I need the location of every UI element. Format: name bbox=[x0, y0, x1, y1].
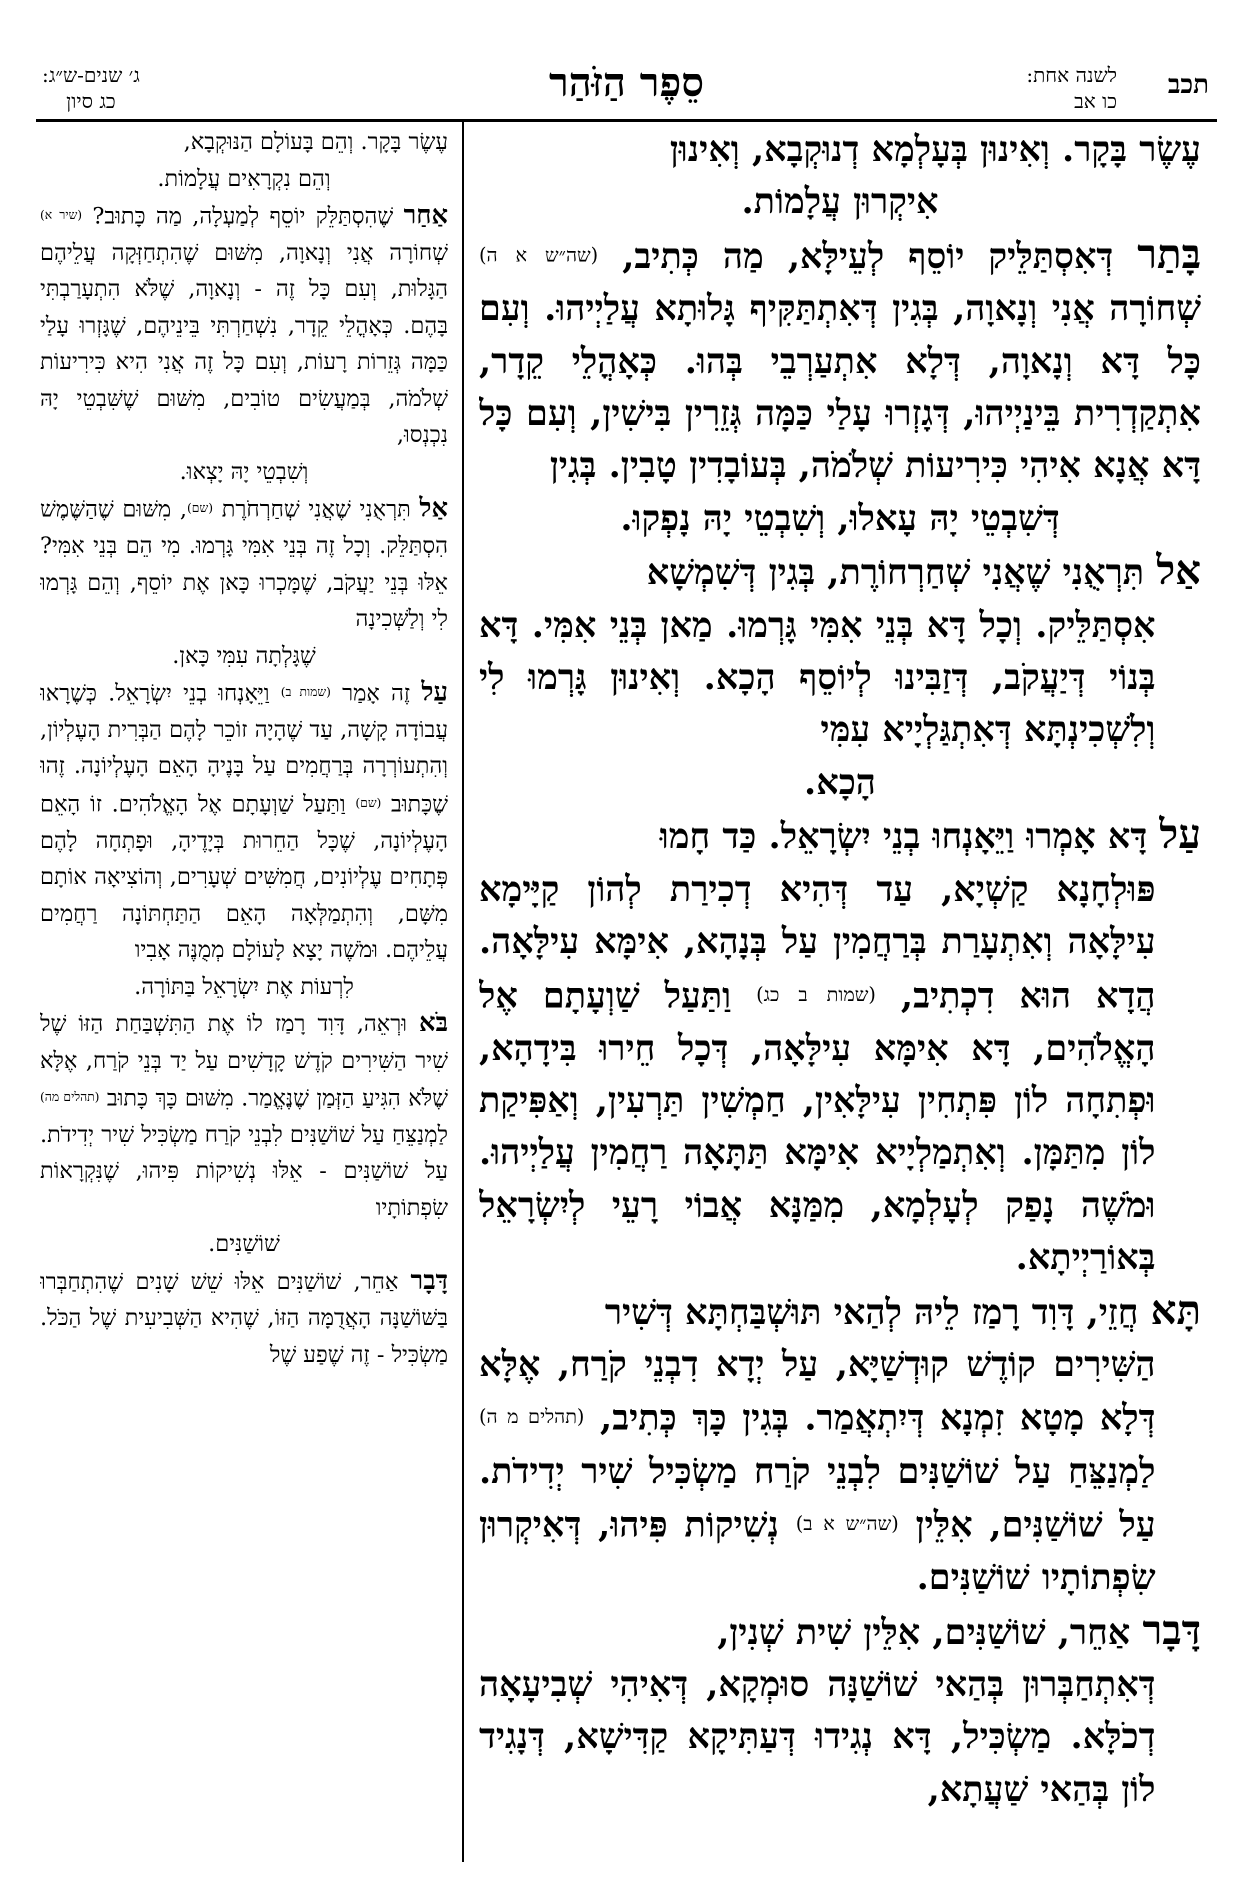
main-paragraph-6-body: דְּאִתְחַבְּרוּן בְּהַאי שׁוֹשַׁנָּה סוּמְקָא, דְּאִיהִי שְׁבִיעָאָה דְכֹלָּא. מַשְׂכִּיל, דָּא נְגִידוּ דְּעַתִּיקָא קַדִּישָׁא, דְּנָגִיד לוֹן בְּהַאי שַׁעֲתָא, bbox=[479, 1663, 1156, 1810]
paragraph-opener: דָּבָר bbox=[410, 1265, 448, 1296]
side-paragraph-2-end: וְשִׁבְטֵי יָהּ יָצְאוּ. bbox=[179, 458, 309, 485]
verse-reference: (שה״ש א ב) bbox=[795, 1512, 899, 1536]
side-paragraph-5: בֹּא וּרְאֵה, דָּוִד רָמַז לוֹ אֶת הַתִּשְׁבַּחַת הַזּוֹ שֶׁל שִׁיר הַשִּׁירִים קֹדֶשׁ קָדָשִׁים עַל יַד בְּנֵי קֹרַח, אֶלָּא שֶׁלֹּא הִגִּיעַ הַזְּמַן שֶׁנֶּאֱמַר. מִשּׁוּם כָּךְ כָּתוּב (תהלים מה) לַמְנַצֵּחַ עַל שׁוֹשַׁנִּים לִבְנֵי קֹרַח מַשְׂכִּיל שִׁיר יְדִידֹת. עַל שׁוֹשַׁנִּים - אֵלּוּ נְשִׁיקוֹת פִּיהוּ, שֶׁנִּקְרָאוֹת שִׂפְתוֹתָיו bbox=[40, 1008, 448, 1221]
verse-reference: (תהלים מה) bbox=[40, 1090, 100, 1105]
verse-reference: (שמות ב כג) bbox=[756, 982, 876, 1006]
main-paragraph-4: עַל דָּא אָמְרוּ וַיֵּאָנְחוּ בְנֵי יִשְׂרָאֵל. כַּד חָמוּ bbox=[659, 811, 1201, 859]
aramaic-column bbox=[479, 124, 1201, 1864]
paragraph-opener: בֹּא bbox=[419, 1008, 448, 1039]
verse-reference: (שם) bbox=[187, 501, 214, 516]
verse-reference: (תהלים מ ה) bbox=[479, 1405, 585, 1429]
side-paragraph-2: אַחַר שֶׁהִסְתַּלֵּק יוֹסֵף לְמַעְלָה, מַה כָּתוּב? (שיר א) שְׁחוֹרָה אֲנִי וְנָאוָה, מִשּׁוּם שֶׁהִתְחַזְּקָה עֲלֵיהֶם הַגָּלוּת, וְעִם כָּל זֶה - וְנָאוָה, שֶׁלֹּא הִתְעָרַבְתִּי בָּהֶם. כְּאָהֳלֵי קֵדָר, נִשְׁחַרְתִּי בֵּינֵיהֶם, שֶׁגָּזְרוּ עָלַי כַּמָּה גְּזֵרוֹת רָעוֹת, וְעִם כָּל זֶה אֲנִי הִיא כִּירִיעוֹת שְׁלֹמֹה, בְּמַעֲשִׂים טוֹבִים, מִשּׁוּם שֶׁשִּׁבְטֵי יָהּ נִכְנְסוּ, bbox=[40, 200, 448, 449]
side-paragraph-1-end: וְהֵם נִקְרָאִים עֲלָמוֹת. bbox=[157, 165, 331, 192]
main-paragraph-3: אַל תִּרְאֻנִי שֶׁאֲנִי שְׁחַרְחוֹרֶת, בְּגִין דְּשִׁמְשָׁא bbox=[646, 547, 1201, 595]
side-paragraph-6: דָּבָר אַחֵר, שׁוֹשַׁנִּים אֵלּוּ שֵׁשׁ שָׁנִים שֶׁהִתְחַבְּרוּ בַּשּׁוֹשַׁנָּה הָאֲדֻמָּה הַזּוֹ, שֶׁהִיא הַשְּׁבִיעִית שֶׁל הַכֹּל. מַשְׂכִּיל - זֶה שֶׁפַע שֶׁל bbox=[40, 1265, 448, 1368]
side-paragraph-3: אַל תִּרְאֻנִי שֶׁאֲנִי שְׁחַרְחֹרֶת (שם), מִשּׁוּם שֶׁהַשֶּׁמֶשׁ הִסְתַּלֵּק. וְכָל זֶה בְּנֵי אִמִּי גָּרְמוּ. מִי הֵם בְּנֵי אִמִּי? אֵלּוּ בְּנֵי יַעֲקֹב, שֶׁמָּכְרוּ כָּאן אֶת יוֹסֵף, וְהֵם גָּרְמוּ לִי וְלַשְּׁכִינָה bbox=[40, 493, 448, 633]
main-paragraph-2: בָּתַר דְּאִסְתַּלֵּיק יוֹסֵף לְעֵילָּא, מַה כְּתִיב, (שה״ש א ה) שְׁחוֹרָה אֲנִי וְנָאוָה, בְּגִין דְּאִתְתַּקִּיף גָּלוּתָא עֲלַיְיהוּ. וְעִם כָּל דָּא וְנָאוָה, דְּלָא אִתְעַרְבֵי בְּהוּ. כְּאָהֳלֵי קֵדָר, אִתְקַדְרִית בֵּינַיְיהוּ, דְּגָזְרוּ עָלַי כַּמָּה גְּזֵרִין בִּישִׁין, וְעִם כָּל דָּא אֲנָא אִיהִי כִּירִיעוֹת שְׁלֹמֹה, בְּעוֹבָדִין טָבִין. בְּגִין bbox=[479, 230, 1201, 487]
paragraph-opener: אַל bbox=[1156, 547, 1201, 595]
verse-reference: (שיר א) bbox=[40, 208, 83, 222]
main-paragraph-1-end: אִיקְרוּן עֲלָמוֹת. bbox=[741, 181, 939, 223]
header-right-line1: לשנה אחת: bbox=[1026, 63, 1117, 87]
main-paragraph-2-end: דְּשִׁבְטֵי יָהּ עָאלוּ, וְשִׁבְטֵי יָהּ נָפְקוּ. bbox=[620, 497, 1060, 539]
paragraph-opener: אַל bbox=[419, 493, 448, 524]
header-left-label bbox=[42, 62, 140, 114]
main-paragraph-6: דָּבָר אַחֵר, שׁוֹשַׁנִּים, אִלֵּין שִׁית שְׁנִין, bbox=[717, 1606, 1201, 1654]
column-divider bbox=[462, 122, 464, 1862]
page-number: תכב bbox=[1167, 70, 1209, 100]
main-paragraph-3-body: אִסְתַּלֵּיק. וְכָל דָּא בְּנֵי אִמִּי גָּרְמוּ. מַאן בְּנֵי אִמִּי. דָּא בְּנוֹי דְּיַעֲקֹב, דְּזַבִּינוּ לְיוֹסֵף הָכָא. וְאִינוּן גָּרְמוּ לִי וְלִשְׁכִינְתָּא דְּאִתְגַּלְיָיא עִמִּי bbox=[479, 604, 1156, 751]
paragraph-opener: עַל bbox=[1159, 811, 1201, 859]
verse-reference: (שם) bbox=[355, 795, 382, 810]
paragraph-opener: דָּבָר bbox=[1142, 1606, 1201, 1654]
side-paragraph-5-end: שׁוֹשַׁנִּים. bbox=[208, 1231, 280, 1258]
side-paragraph-4-end: לִרְעוֹת אֶת יִשְׂרָאֵל בַּתּוֹרָה. bbox=[134, 973, 354, 1000]
book-title: סֵפֶר הַזֹּהַר bbox=[549, 59, 704, 106]
page-header bbox=[36, 58, 1217, 122]
paragraph-opener: עַל bbox=[421, 677, 448, 708]
header-left-line1: ג׳ שנים-ש״ג: bbox=[42, 63, 140, 87]
paragraph-opener: בָּתַר bbox=[1137, 230, 1201, 278]
main-paragraph-5-body: הַשִּׁירִים קוֹדֶשׁ קוּדְשַׁיָּא, עַל יְדָא דִבְנֵי קֹרַח, אֶלָּא דְּלָא מָטָא זִמְנָא דְּיִתְאֲמַר. בְּגִין כָּךְ כְּתִיב, (תהלים מ ה) לַמְנַצֵּחַ עַל שׁוֹשַׁנִּים לִבְנֵי קֹרַח מַשְׂכִּיל שִׁיר יְדִידֹת. עַל שׁוֹשַׁנִּים, אִלֵּין (שה״ש א ב) נְשִׁיקוֹת פִּיהוּ, דְּאִיקְרוּן שִׂפְתוֹתָיו שׁוֹשַׁנִּים. bbox=[479, 1344, 1156, 1599]
header-right-line2: כו אב bbox=[1074, 89, 1117, 113]
side-paragraph-1: עֶשֶׂר בָּקָר. וְהֵם בָּעוֹלָם הַנּוּקְבָא, bbox=[183, 129, 448, 155]
verse-reference: (שה״ש א ה) bbox=[479, 243, 599, 267]
paragraph-opener: אַחַר bbox=[403, 200, 448, 231]
side-paragraph-3-end: שֶׁגָּלְתָה עִמִּי כָּאן. bbox=[172, 642, 316, 669]
main-paragraph-4-body: פּוּלְחָנָא קַשְׁיָא, עַד דְּהִיא דְכִירַת לְהוֹן קַיָּימָא עִילָּאָה וְאִתְעָרַת בְּרַחֲמִין עַל בְּנָהָא, אִימָּא עִילָּאָה. הֲדָא הוּא דִכְתִיב, (שמות ב כג) וַתַּעַל שַׁוְעָתָם אֶל הָאֱלֹהִים, דָּא אִימָּא עִילָּאָה, דְּכָל חֵירוּ בִּידָהָא, וּפְתִחָה לוֹן פִּתְחִין עִילָּאִין, חַמְשִׁין תַּרְעִין, וְאַפִּיקַת לוֹן מִתַּמָּן. וְאִתְמַלְיָיא אִימָּא תַּתָּאָה רַחֲמִין עֲלַיְיהוּ. וּמֹשֶׁה נָפַק לְעָלְמָא, מִמַּנָּא אֲבוֹי רָעֵי לְיִשְׂרָאֵל בְּאוֹרַיְיתָא. bbox=[479, 868, 1156, 1279]
main-paragraph-3-end: הָכָא. bbox=[804, 761, 876, 803]
paragraph-opener: תָּא bbox=[1150, 1286, 1201, 1334]
main-paragraph-5: תָּא חֲזֵי, דָּוִד רָמַז לֵיהּ לְהַאי תּוּשְׁבַּחְתָּא דְּשִׁיר bbox=[604, 1286, 1201, 1334]
side-paragraph-4: עַל זֶה אָמַר (שמות ב) וַיֵּאָנְחוּ בְנֵי יִשְׂרָאֵל. כְּשֶׁרָאוּ עֲבוֹדָה קָשָׁה, עַד שֶׁהָיָה זוֹכֵר לָהֶם הַבְּרִית הָעֶלְיוֹן, וְהִתְעוֹרְרָה בְּרַחֲמִים עַל בָּנֶיהָ הָאֵם הָעֶלְיוֹנָה. זֶהוּ שֶׁכָּתוּב (שם) וַתַּעַל שַׁוְעָתָם אֶל הָאֱלֹהִים. זוֹ הָאֵם הָעֶלְיוֹנָה, שֶׁכָּל הַחֵרוּת בְּיָדֶיהָ, וּפָתְחָה לָהֶם פְּתָחִים עֶלְיוֹנִים, חֲמִשִּׁים שְׁעָרִים, וְהוֹצִיאָה אוֹתָם מִשָּׁם, וְהִתְמַלְּאָה הָאֵם הַתַּחְתּוֹנָה רַחֲמִים עֲלֵיהֶם. וּמֹשֶׁה יָצָא לָעוֹלָם מְמֻנֶּה אָבִיו bbox=[40, 677, 448, 964]
hebrew-translation-column bbox=[40, 124, 448, 1864]
header-rule bbox=[36, 119, 1217, 122]
header-left-line2: כג סיון bbox=[66, 89, 116, 113]
verse-reference: (שמות ב) bbox=[280, 685, 331, 700]
main-paragraph-1: עֶשֶׂר בָּקָר. וְאִינוּן בְּעָלְמָא דְנוּקְבָא, וְאִינוּן bbox=[669, 129, 1201, 170]
